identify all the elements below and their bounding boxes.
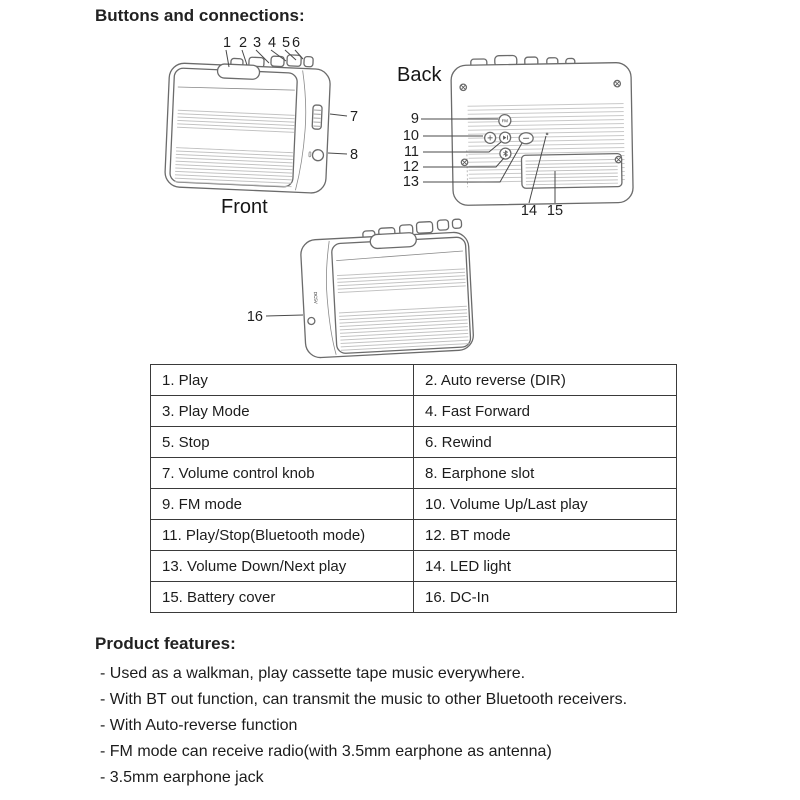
table-cell: 13. Volume Down/Next play	[151, 551, 414, 582]
buttons-connections-diagram	[0, 0, 800, 362]
feature-item: - 3.5mm earphone jack	[100, 769, 264, 786]
table-cell: 12. BT mode	[414, 520, 677, 551]
feature-item: - With Auto-reverse function	[100, 717, 298, 734]
dc-in-jack-icon	[308, 317, 315, 324]
page-title: Buttons and connections:	[95, 6, 305, 25]
back-view-label: Back	[397, 64, 442, 86]
table-cell: 14. LED light	[414, 551, 677, 582]
table-cell: 3. Play Mode	[151, 396, 414, 427]
table-cell: 9. FM mode	[151, 489, 414, 520]
callout-7: 7	[350, 109, 359, 125]
table-cell: 4. Fast Forward	[414, 396, 677, 427]
callout-2: 2	[238, 35, 248, 51]
front-view-label: Front	[221, 196, 268, 218]
callout-6: 6	[291, 35, 301, 51]
callout-8: 8	[350, 147, 359, 163]
feature-item: - Used as a walkman, play cassette tape music everywhere.	[100, 665, 526, 682]
table-cell: 6. Rewind	[414, 427, 677, 458]
table-row	[151, 396, 677, 427]
feature-item: - With BT out function, can transmit the music to other Bluetooth receivers.	[100, 691, 628, 708]
feature-item: - FM mode can receive radio(with 3.5mm earphone as antenna)	[100, 743, 552, 760]
side-door-tab	[370, 232, 417, 248]
earphone-jack-icon	[312, 149, 323, 160]
door-latch-tab	[217, 64, 260, 80]
table-cell: 8. Earphone slot	[414, 458, 677, 489]
table-row	[151, 489, 677, 520]
parts-table	[150, 364, 677, 613]
front-view-diagram	[164, 50, 331, 194]
table-row	[151, 365, 677, 396]
callout-5: 5	[281, 35, 291, 51]
callout-15: 15	[546, 203, 564, 219]
table-row	[151, 458, 677, 489]
fm-button-label: FM	[501, 118, 508, 124]
callout-3: 3	[252, 35, 262, 51]
table-row	[151, 427, 677, 458]
product-features-section	[95, 634, 755, 791]
callout-13: 13	[402, 174, 419, 190]
rewind-button	[304, 57, 313, 67]
table-cell: 10. Volume Up/Last play	[414, 489, 677, 520]
side-view-diagram	[299, 219, 474, 359]
table-row	[151, 520, 677, 551]
stop-button	[287, 55, 301, 67]
table-cell: 1. Play	[151, 365, 414, 396]
side-ridges-bottom	[339, 305, 469, 353]
callout-1: 1	[222, 35, 232, 51]
table-cell: 16. DC-In	[414, 582, 677, 613]
side-top-button	[452, 219, 461, 228]
dc-marking: DC5V	[312, 291, 319, 304]
table-row	[151, 582, 677, 613]
callout-9: 9	[410, 111, 419, 127]
callout-10: 10	[402, 128, 419, 144]
table-cell: 15. Battery cover	[151, 582, 414, 613]
table-cell: 11. Play/Stop(Bluetooth mode)	[151, 520, 414, 551]
front-ridges-bottom	[175, 147, 293, 188]
back-view-diagram	[451, 53, 634, 205]
table-cell: 7. Volume control knob	[151, 458, 414, 489]
side-top-button	[437, 220, 449, 231]
table-cell: 5. Stop	[151, 427, 414, 458]
table-cell: 2. Auto reverse (DIR)	[414, 365, 677, 396]
callout-16: 16	[246, 309, 263, 325]
features-title: Product features:	[95, 634, 236, 653]
table-row	[151, 551, 677, 582]
callout-12: 12	[402, 159, 419, 175]
side-top-button	[416, 222, 433, 234]
callout-11: 11	[403, 144, 419, 160]
callout-4: 4	[267, 35, 277, 51]
callout-14: 14	[520, 203, 538, 219]
